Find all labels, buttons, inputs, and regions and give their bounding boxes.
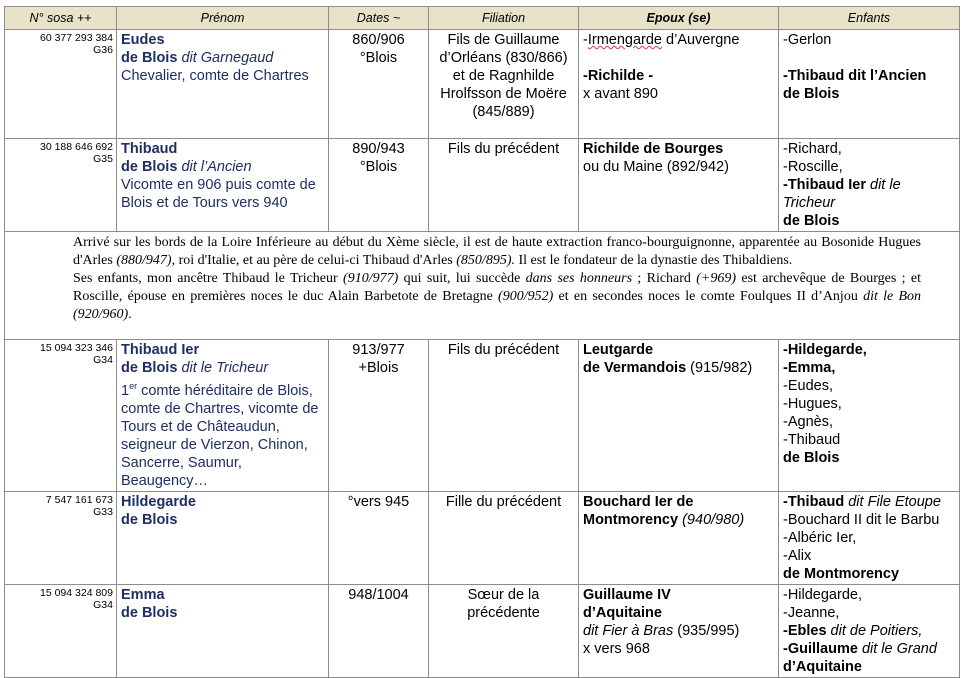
sosa-cell	[5, 139, 117, 232]
enfants-cell	[779, 340, 960, 492]
prenom-cell	[117, 491, 329, 584]
table-row	[5, 139, 960, 232]
person-title: Vicomte en 906 puis comte de Blois et de Tours vers 940	[121, 177, 316, 211]
child-item: -Thibaud	[783, 432, 841, 448]
spouse-dates: (940/980)	[678, 511, 745, 528]
child-nickname: dit de Poitiers,	[826, 622, 923, 639]
child-nickname: dit le Tricheur	[783, 177, 901, 211]
person-title: Chevalier, comte de Chartres	[121, 68, 309, 84]
header-prenom: Prénom	[117, 7, 329, 30]
biography-note	[5, 232, 960, 340]
prenom-cell	[117, 139, 329, 232]
sosa-cell	[5, 491, 117, 584]
dates-cell	[329, 340, 429, 492]
header-sosa: N° sosa ++	[5, 7, 117, 30]
sosa-number: 60 377 293 384	[40, 32, 113, 44]
table-row	[5, 30, 960, 139]
note-row	[5, 232, 960, 340]
child-item: -Albéric Ier,	[783, 529, 857, 546]
note-paragraph: Arrivé sur les bords de la Loire Inférieure au début du Xème siècle, il est de haute extraction franco-bourguignonne, apparentée au Bosonide Hugues d'Arles (880/947), roi d'Italie, et au père de celui-ci Thibaud d'Arles (850/895). Il est le fondateur de la dynastie des Thibaldiens.	[73, 235, 921, 268]
child-item: -Roscille,	[783, 159, 843, 175]
generation-label: G35	[93, 153, 113, 165]
spouse-name: Bouchard Ier de	[583, 493, 694, 510]
child-item: -Thibaud Ier	[783, 177, 866, 193]
spouse-origin: ou du Maine (892/942)	[583, 159, 729, 175]
enfants-cell	[779, 30, 960, 139]
child-item: -Thibaud dit l’Ancien	[783, 68, 927, 84]
spouse-name: Richilde de Bourges	[583, 141, 724, 157]
spouse-origin: d’Auvergne	[662, 32, 740, 48]
child-house: de Blois	[783, 213, 840, 229]
marriage-date: x avant 890	[583, 86, 658, 102]
person-house: de Blois	[121, 159, 178, 175]
child-house: de Montmorency	[783, 565, 900, 582]
person-name: Emma	[121, 586, 165, 603]
spouse-name: Leutgarde	[583, 342, 654, 358]
epoux-cell	[579, 30, 779, 139]
child-item: -Hugues,	[783, 396, 842, 412]
table-row	[5, 491, 960, 584]
child-item: -Emma,	[783, 360, 836, 376]
person-house: de Blois	[121, 511, 178, 528]
child-item: -Alix	[783, 547, 812, 564]
child-item: -Hildegarde,	[783, 342, 867, 358]
person-name: Thibaud	[121, 141, 178, 157]
header-filiation: Filiation	[429, 7, 579, 30]
header-row	[5, 7, 960, 30]
child-house: d’Aquitaine	[783, 658, 862, 675]
enfants-cell	[779, 491, 960, 584]
generation-label: G34	[93, 598, 113, 611]
child-nickname: dit le Grand	[857, 640, 937, 657]
child-item: -Bouchard II dit le Barbu	[783, 511, 940, 528]
birth-place: °Blois	[359, 159, 398, 175]
prenom-cell	[117, 340, 329, 492]
dates-cell	[329, 491, 429, 584]
child-house: de Blois	[783, 86, 840, 102]
prenom-cell	[117, 584, 329, 677]
sosa-cell	[5, 584, 117, 677]
person-nickname: dit l’Ancien	[181, 159, 252, 175]
marriage-date: x vers 968	[583, 640, 650, 657]
note-paragraph: Ses enfants, mon ancêtre Thibaud le Tricheur (910/977) qui suit, lui succède dans ses honneurs ; Richard (+969) est archevêque de Bourges ; et Roscille, épouse en premières noces le duc Alain Barbetote de Bretagne (900/952) et en secondes noces le comte Foulques II d’Anjou dit le Bon (920/960).	[73, 271, 922, 322]
dates-span: 860/906	[352, 32, 405, 48]
birth-place: °Blois	[359, 50, 398, 66]
table-row	[5, 584, 960, 677]
spouse-name: -Richilde -	[583, 68, 654, 84]
generation-label: G36	[93, 44, 113, 56]
child-item: -Eudes,	[783, 378, 833, 394]
header-dates: Dates ~	[329, 7, 429, 30]
death-place: +Blois	[358, 360, 399, 376]
table-row	[5, 340, 960, 492]
spouse-name-misspelled: Irmengarde	[587, 32, 662, 48]
dates-cell	[329, 30, 429, 139]
person-name: Thibaud Ier	[121, 342, 200, 358]
header-enfants: Enfants	[779, 7, 960, 30]
sosa-number: 15 094 323 346	[40, 342, 113, 354]
sosa-number: 7 547 161 673	[45, 493, 113, 506]
filiation-cell: Fils de Guillaume d’Orléans (830/866) et de Ragnhilde Hrolfsson de Moëre (845/889)	[429, 30, 579, 139]
spouse-house: de Vermandois	[583, 360, 687, 376]
dates-span: °vers 945	[347, 493, 410, 510]
enfants-cell	[779, 139, 960, 232]
dates-span: 890/943	[352, 141, 405, 157]
spouse-house: Montmorency	[583, 511, 679, 528]
epoux-cell	[579, 491, 779, 584]
epoux-cell	[579, 139, 779, 232]
person-nickname: dit le Tricheur	[181, 360, 269, 376]
person-name: Hildegarde	[121, 493, 196, 510]
spouse-nickname: dit Fier à Bras	[583, 622, 674, 639]
spouse-dash: -	[583, 32, 588, 48]
child-item: -Agnès,	[783, 414, 833, 430]
dates-cell	[329, 139, 429, 232]
child-item: -Jeanne,	[783, 604, 840, 621]
spouse-dates: (915/982)	[686, 360, 753, 376]
dates-cell	[329, 584, 429, 677]
child-nickname: dit File Etoupe	[844, 493, 941, 510]
sosa-number: 30 188 646 692	[40, 141, 113, 153]
child-item: -Hildegarde,	[783, 586, 862, 603]
enfants-cell	[779, 584, 960, 677]
sosa-number: 15 094 324 809	[40, 586, 113, 599]
child-item: -Richard,	[783, 141, 842, 157]
child-item: -Guillaume	[783, 640, 858, 657]
dates-span: 913/977	[352, 342, 405, 358]
sosa-cell	[5, 340, 117, 492]
person-house: de Blois	[121, 50, 178, 66]
filiation-cell: Fils du précédent	[429, 340, 579, 492]
child-item: -Thibaud	[783, 493, 845, 510]
person-house: de Blois	[121, 360, 178, 376]
child-item: -Ebles	[783, 622, 827, 639]
generation-label: G34	[93, 354, 113, 366]
spouse-dates: (935/995)	[673, 622, 740, 639]
epoux-cell	[579, 340, 779, 492]
prenom-cell	[117, 30, 329, 139]
dates-span: 948/1004	[348, 586, 409, 603]
filiation-cell: Fille du précédent	[429, 491, 579, 584]
genealogy-table	[4, 6, 960, 678]
generation-label: G33	[93, 505, 113, 518]
person-name: Eudes	[121, 32, 165, 48]
sosa-cell	[5, 30, 117, 139]
person-house: de Blois	[121, 604, 178, 621]
person-title: 1er comte héréditaire de Blois, comte de Chartres, vicomte de Tours et de Châteaudun, seigneur de Vierzon, Chinon, Sancerre, Saumur, Beaugency…	[121, 381, 319, 489]
header-epoux: Epoux (se)	[579, 7, 779, 30]
child-house: de Blois	[783, 450, 840, 466]
child-item: -Gerlon	[783, 32, 832, 48]
spouse-name: Guillaume IV	[583, 586, 671, 603]
filiation-cell: Sœur de la précédente	[429, 584, 579, 677]
spouse-house: d’Aquitaine	[583, 604, 662, 621]
person-nickname: dit Garnegaud	[181, 50, 274, 66]
filiation-cell: Fils du précédent	[429, 139, 579, 232]
epoux-cell	[579, 584, 779, 677]
